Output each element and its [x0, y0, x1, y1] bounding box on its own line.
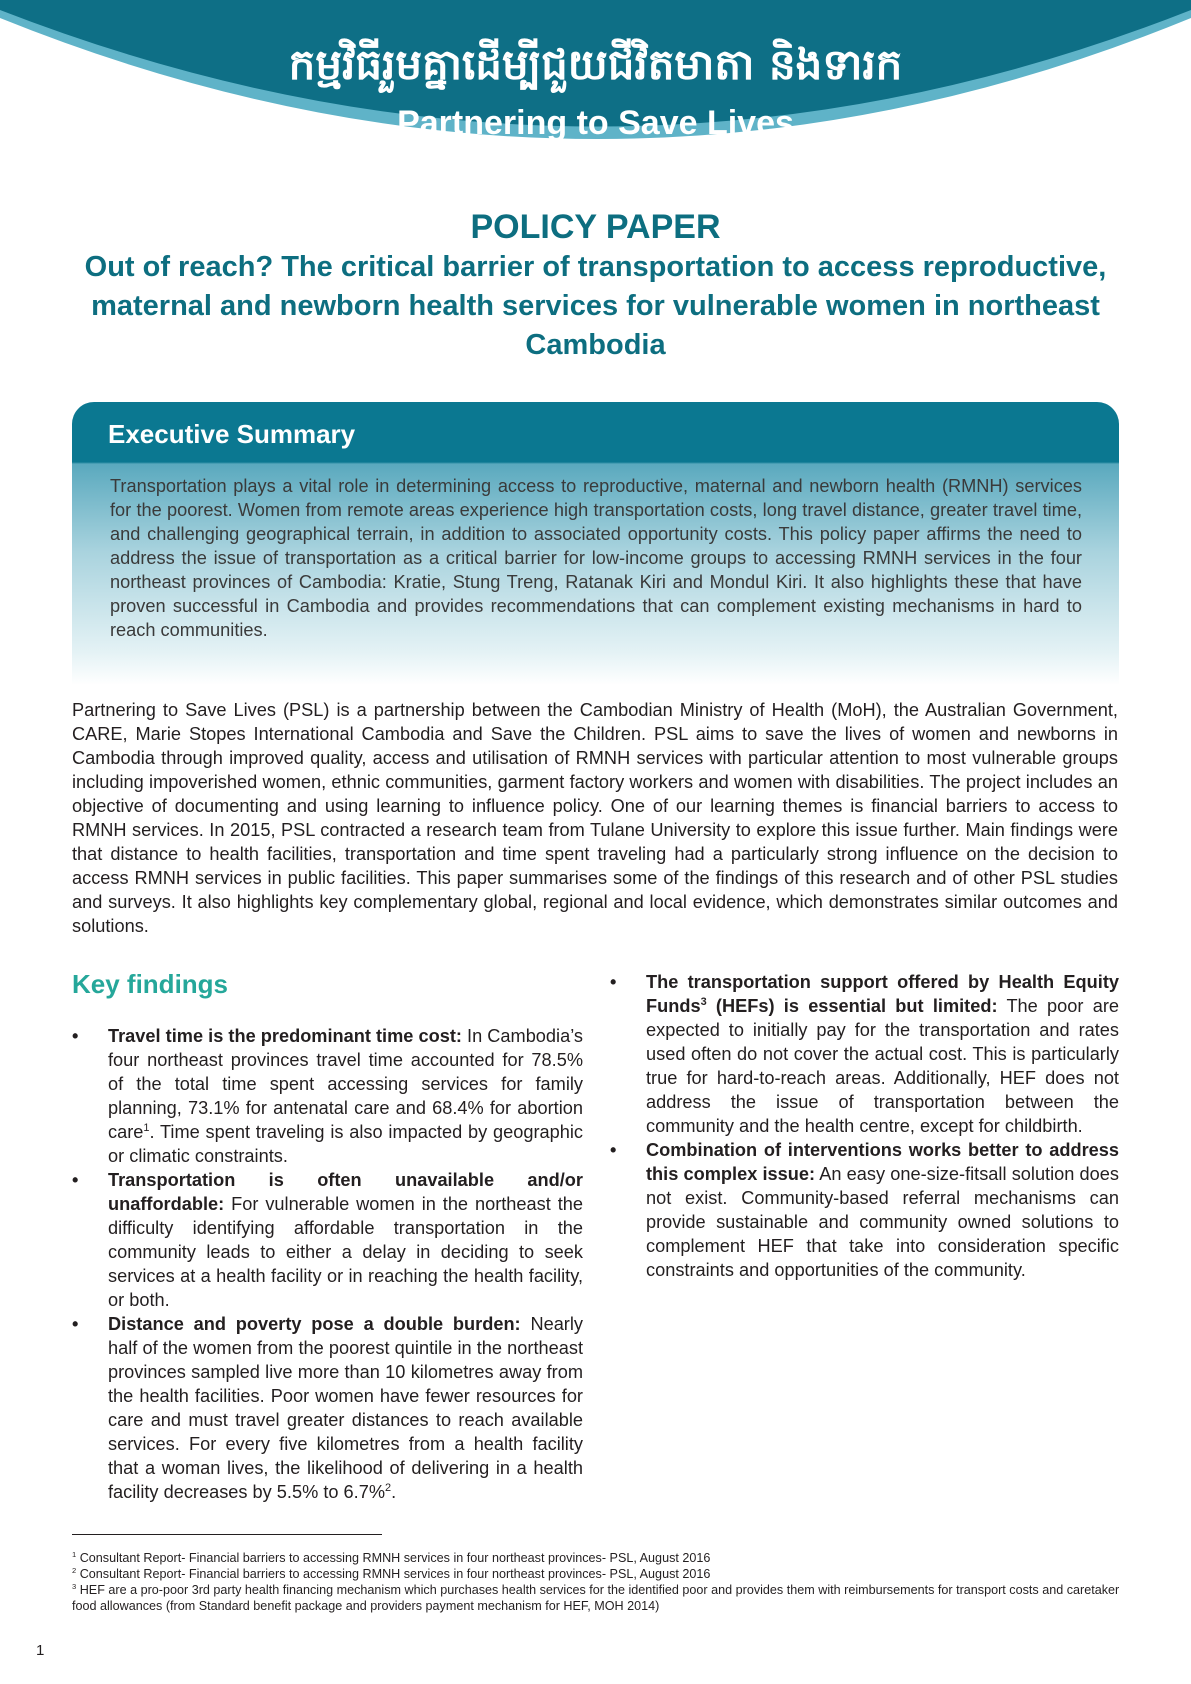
header-title: Partnering to Save Lives — [397, 104, 794, 142]
executive-summary-text: Transportation plays a vital role in determining access to reproductive, maternal and newborn health (RMNH) services for the poorest. Women from remote areas experience high transportation costs, long travel distance, greater travel time, and challenging geographical terrain, in addition to associated opportunity costs. This policy paper affirms the need to address the issue of transportation as a critical barrier for low-income groups to accessing RMNH services in the four northeast provinces of Cambodia: Kratie, Stung Treng, Ratanak Kiri and Mondul Kiri. It also highlights these that have proven successful in Cambodia and provides recommendations that can complement existing mechanisms in hard to reach communities. — [110, 476, 1082, 640]
footnote-text: Consultant Report- Financial barriers to accessing RMNH services in four northeast provinces- PSL, August 2016 — [76, 1567, 711, 1581]
footnote-mark: 3 — [72, 1581, 77, 1591]
finding-bold-lead: Transportation is often unavailable and/or unaffordable: — [108, 1170, 583, 1214]
footnotes — [72, 1550, 1122, 1614]
finding-text: The poor are expected to initially pay for the transportation and rates used often do not cover the actual cost. This is particularly true for hard-to-reach areas. Additionally, HEF does not address the issue of transportation between the community and the health centre, except for childbirth. — [646, 996, 1119, 1136]
finding-bold-lead: The transportation support offered by Health Equity Funds$^3$ (HEFs) is essential but limited: — [646, 972, 1119, 1016]
key-finding-item — [72, 1024, 583, 1168]
finding-text-after: . — [391, 1482, 397, 1502]
footnote-text: HEF are a pro-poor 3rd party health financing mechanism which purchases health services for the identified poor and provides them with reimbursements for transport costs and caretaker food allowances (from Standard benefit package and providers payment mechanism for HEF, MOH 2014) — [72, 1583, 1120, 1613]
bullet-icon: • — [72, 1314, 79, 1334]
footnote — [72, 1582, 1122, 1614]
footnote-ref: 1 — [143, 1121, 150, 1134]
finding-text: Nearly half of the women from the poorest quintile in the northeast provinces sampled live more than 10 kilometres away from the health facilities. Poor women have fewer resources for care and must travel greater distances to reach available services. For every five kilometres from a health facility that a woman lives, the likelihood of delivering in a health facility decreases by 5.5% to 6.7% — [108, 1314, 583, 1502]
key-finding-item — [72, 1168, 583, 1312]
document-type: POLICY PAPER — [470, 208, 721, 246]
executive-summary-heading: Executive Summary — [108, 419, 356, 449]
document-title: Out of reach? The critical barrier of transportation to access reproductive, maternal and newborn health services for vulnerable women in northeast Cambodia — [84, 251, 1107, 361]
finding-text: For vulnerable women in the northeast the difficulty identifying affordable transportation in the community leads to either a delay in deciding to seek services at a health facility or in reaching the health facility, or both. — [108, 1194, 583, 1310]
bullet-icon: • — [72, 1026, 79, 1046]
key-findings-heading: Key findings — [72, 969, 229, 999]
finding-bold-lead: Travel time is the predominant time cost: — [108, 1026, 462, 1046]
executive-summary-box — [72, 402, 1119, 685]
key-findings-list-left — [72, 1024, 583, 1504]
finding-bold-lead: Combination of interventions works better to address this complex issue: — [646, 1140, 1119, 1184]
footnote-ref: 3 — [700, 995, 707, 1008]
header-banner — [0, 0, 1191, 185]
finding-bold-lead: Distance and poverty pose a double burden: — [108, 1314, 521, 1334]
bullet-icon: • — [610, 972, 617, 992]
footnote-mark: 1 — [72, 1549, 77, 1559]
footnote — [72, 1550, 1122, 1566]
bullet-icon: • — [610, 1140, 617, 1160]
key-finding-item — [610, 970, 1119, 1138]
header-khmer-title: កម្មវិធីរួមគ្នាដើម្បីជួយជីវិតមាតា និងទារក — [288, 40, 903, 89]
finding-text: An easy one-size-fitsall solution does not exist. Community-based referral mechanisms can provide sustainable and community owned solutions to complement HEF that take into consideration specific constraints and opportunities of the community. — [646, 1164, 1119, 1280]
key-finding-item — [610, 1138, 1119, 1282]
footnote-text: Consultant Report- Financial barriers to accessing RMNH services in four northeast provinces- PSL, August 2016 — [76, 1551, 711, 1565]
footnote-divider — [72, 1534, 382, 1535]
intro-paragraph: Partnering to Save Lives (PSL) is a partnership between the Cambodian Ministry of Health (MoH), the Australian Government, CARE, Marie Stopes International Cambodia and Save the Children. PSL aims to save the lives of women and newborns in Cambodia through improved quality, access and utilisation of RMNH services with particular attention to most vulnerable groups including impoverished women, ethnic communities, garment factory workers and women with disabilities. The project includes an objective of documenting and using learning to influence policy. One of our learning themes is financial barriers to access to RMNH services. In 2015, PSL contracted a research team from Tulane University to explore this issue further. Main findings were that distance to health facilities, transportation and time spent traveling had a particularly strong influence on the decision to access RMNH services in public facilities. This paper summarises some of the findings of this research and of other PSL studies and surveys. It also highlights key complementary global, regional and local evidence, which demonstrates similar outcomes and solutions. — [72, 700, 1118, 936]
footnote-ref: 2 — [385, 1481, 392, 1494]
footnote — [72, 1566, 1122, 1582]
bullet-icon: • — [72, 1170, 79, 1190]
footnote-mark: 2 — [72, 1565, 77, 1575]
key-finding-item — [72, 1312, 583, 1504]
finding-text: In Cambodia’s four northeast provinces travel time accounted for 78.5% of the total time spent accessing services for family planning, 73.1% for antenatal care and 68.4% for abortion care — [108, 1026, 584, 1142]
finding-text-after: . Time spent traveling is also impacted by geographic or climatic constraints. — [108, 1122, 583, 1166]
page-number: 1 — [36, 1642, 45, 1659]
key-findings-list-right — [610, 970, 1119, 1282]
header-arc-shape — [0, 0, 1191, 185]
